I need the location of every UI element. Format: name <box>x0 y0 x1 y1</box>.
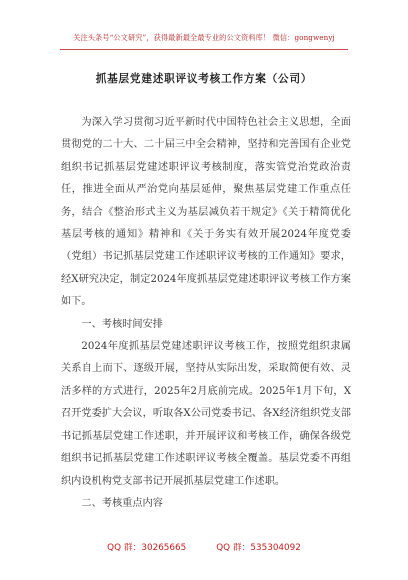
document-title: 抓基层党建述职评议考核工作方案（公司） <box>95 73 313 85</box>
section-heading-schedule: 一、考核时间安排 <box>81 318 163 330</box>
footer-qq-group-2: QQ 群：535304092 <box>216 543 301 553</box>
header-divider <box>60 49 348 50</box>
header-banner: 关注头条号“公文研究”，获得最新最全最专业的公文资料库！ 微信：gongwenyj <box>73 33 335 42</box>
intro-paragraph: 为深入学习贯彻习近平新时代中国特色社会主义思想，全面贯彻党的二十大、二十届三中全会精神，坚持和完善国有企业党组织书记抓基层党建述职评议考核制度，落实管党治党政治责任，推进全面从严治党向基层延伸，聚焦基层党建工作重点任务，结合《整治形式主义为基层减负若干规定》《关于精简优化基层考核的通知》精神和《关于务实有效开展2024年度党委（党组）书记抓基层党建工作述职评议考核的工作通知》要求，经X研究决定，制定2024年度抓基层党建述职评议考核工作方案如下。 <box>61 117 351 308</box>
footer-qq-group-1: QQ 群：30265665 <box>107 543 187 553</box>
schedule-paragraph: 2024年度抓基层党建述职评议考核工作，按照党组织隶属关系自上而下、逐级开展，坚持从实际出发，采取简便有效、灵活多样的方式进行，2025年2月底前完成。2025年1月下旬，X召开党委扩大会议，听取各X公司党委书记、各X经济组织党支部书记抓基层党建工作述职，并开展评议和考核工作，确保各级党组织书记抓基层党建工作述职评议考核全覆盖。基层党委不再组织内设机构党支部书记开展抓基层党建工作述职。 <box>61 341 351 487</box>
section-heading-content: 二、考核重点内容 <box>81 497 163 509</box>
footer-contact <box>0 540 408 553</box>
document-body <box>61 112 351 515</box>
